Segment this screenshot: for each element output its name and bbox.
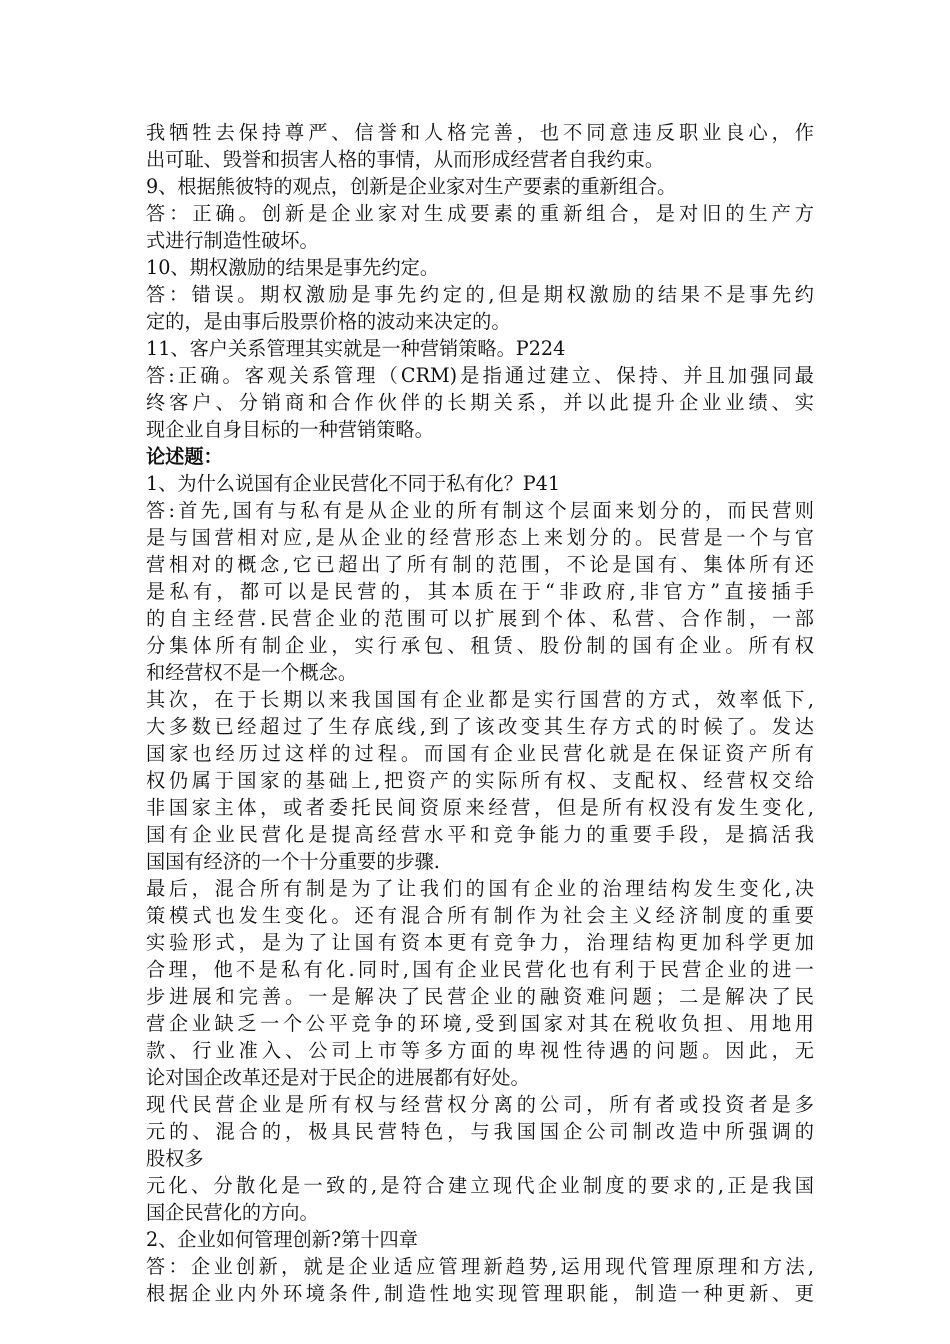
text-line: 我牺牲去保持尊严、信誉和人格完善，也不同意违反职业良心，作 bbox=[146, 121, 814, 144]
text-line: 11、客户关系管理其实就是一种营销策略。P224 bbox=[146, 337, 566, 360]
text-line: 是与国营相对应,是从企业的经营形态上来划分的。民营是一个与官 bbox=[146, 526, 814, 549]
text-line: 出可耻、毁誉和损害人格的事情，从而形成经营者自我约束。 bbox=[146, 148, 665, 171]
text-line: 式进行制造性破坏。 bbox=[146, 229, 319, 252]
text-line: 和经营权不是一个概念。 bbox=[146, 661, 358, 684]
text-line: 答：正确。创新是企业家对生成要素的重新组合，是对旧的生产方 bbox=[146, 202, 814, 225]
text-line: 答：企业创新，就是企业适应管理新趋势,运用现代管理原理和方法, bbox=[146, 1255, 814, 1278]
section-heading: 论述题： bbox=[146, 445, 223, 468]
text-line: 实验形式，是为了让国有资本更有竞争力，治理结构更加科学更加 bbox=[146, 931, 814, 954]
text-line: 9、根据熊彼特的观点，创新是企业家对生产要素的重新组合。 bbox=[146, 175, 677, 198]
text-line: 定的，是由事后股票价格的波动来决定的。 bbox=[146, 310, 511, 333]
text-line: 国有企业民营化是提高经营水平和竞争能力的重要手段，是搞活我 bbox=[146, 823, 814, 846]
text-line: 答:首先,国有与私有是从企业的所有制这个层面来划分的，而民营则 bbox=[146, 499, 814, 522]
text-line: 策模式也发生变化。还有混合所有制作为社会主义经济制度的重要 bbox=[146, 904, 814, 927]
text-line: 答:正确。客观关系管理（CRM)是指通过建立、保持、并且加强同最 bbox=[146, 364, 814, 387]
text-line: 其次，在于长期以来我国国有企业都是实行国营的方式，效率低下, bbox=[146, 688, 814, 711]
text-line: 营相对的概念,它已超出了所有制的范围，不论是国有、集体所有还 bbox=[146, 553, 814, 576]
text-line: 根据企业内外环境条件,制造性地实现管理职能，制造一种更新、更 bbox=[146, 1282, 814, 1305]
text-line: 现代民营企业是所有权与经营权分离的公司，所有者或投资者是多 bbox=[146, 1093, 814, 1116]
text-line: 国家也经历过这样的过程。而国有企业民营化就是在保证资产所有 bbox=[146, 742, 814, 765]
text-line: 权仍属于国家的基础上,把资产的实际所有权、支配权、经营权交给 bbox=[146, 769, 814, 792]
text-line: 1、为什么说国有企业民营化不同于私有化？P41 bbox=[146, 472, 561, 495]
text-line: 的自主经营.民营企业的范围可以扩展到个体、私营、合作制，一部 bbox=[146, 607, 814, 630]
text-line: 营企业缺乏一个公平竞争的环境,受到国家对其在税收负担、用地用 bbox=[146, 1012, 814, 1035]
text-line: 元的、混合的，极具民营特色，与我国国企公司制改造中所强调的 bbox=[146, 1120, 814, 1143]
text-line: 现企业自身目标的一种营销策略。 bbox=[146, 418, 434, 441]
text-line: 款、行业准入、公司上市等多方面的卑视性待遇的问题。因此，无 bbox=[146, 1039, 814, 1062]
text-line: 答：错误。期权激励是事先约定的,但是期权激励的结果不是事先约 bbox=[146, 283, 814, 306]
text-line: 论对国企改革还是对于民企的进展都有好处。 bbox=[146, 1066, 530, 1089]
text-line: 国国有经济的一个十分重要的步骤. bbox=[146, 850, 440, 873]
text-line: 大多数已经超过了生存底线,到了该改变其生存方式的时候了。发达 bbox=[146, 715, 814, 738]
text-line: 步进展和完善。一是解决了民营企业的融资难问题；二是解决了民 bbox=[146, 985, 814, 1008]
text-line: 分集体所有制企业，实行承包、租赁、股份制的国有企业。所有权 bbox=[146, 634, 814, 657]
text-line: 合理，他不是私有化.同时,国有企业民营化也有利于民营企业的进一 bbox=[146, 958, 814, 981]
text-line: 股权多 bbox=[146, 1147, 204, 1170]
text-line: 终客户、分销商和合作伙伴的长期关系，并以此提升企业业绩、实 bbox=[146, 391, 814, 414]
text-line: 最后，混合所有制是为了让我们的国有企业的治理结构发生变化,决 bbox=[146, 877, 814, 900]
text-line: 是私有，都可以是民营的，其本质在于“非政府,非官方”直接插手 bbox=[146, 580, 814, 603]
text-line: 2、企业如何管理创新?第十四章 bbox=[146, 1228, 418, 1251]
text-line: 非国家主体，或者委托民间资原来经营，但是所有权没有发生变化, bbox=[146, 796, 814, 819]
text-line: 国企民营化的方向。 bbox=[146, 1201, 319, 1224]
text-line: 10、期权激励的结果是事先约定。 bbox=[146, 256, 440, 279]
document-page bbox=[146, 119, 814, 1307]
text-line: 元化、分散化是一致的,是符合建立现代企业制度的要求的,正是我国 bbox=[146, 1174, 814, 1197]
